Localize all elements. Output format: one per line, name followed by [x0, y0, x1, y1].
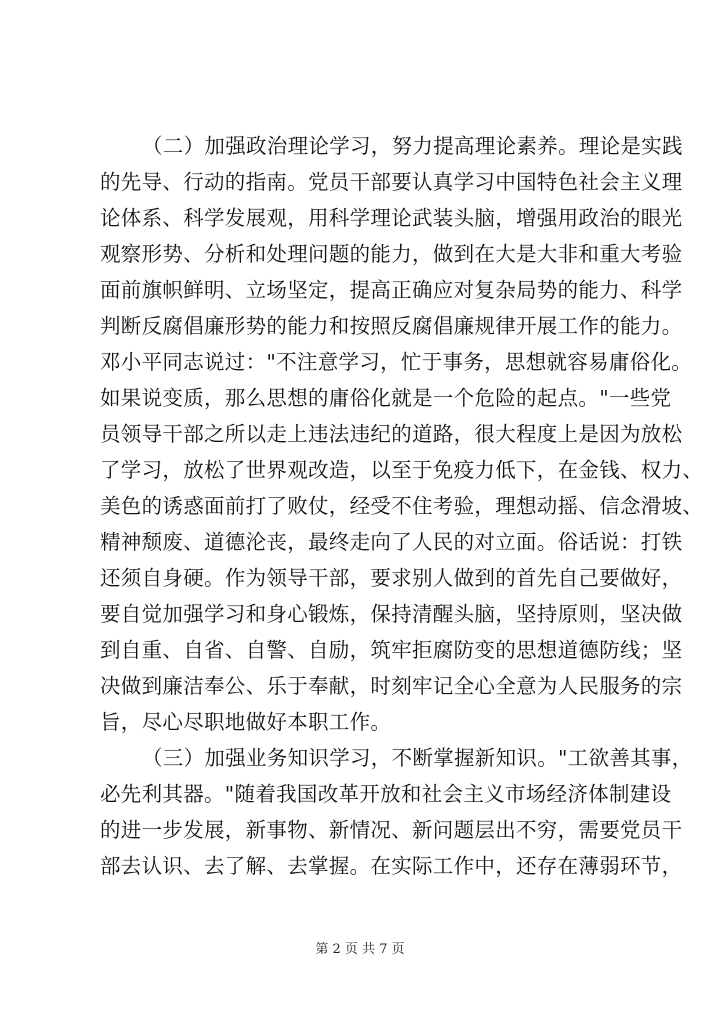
text-line: 了学习，放松了世界观改造，以至于免疫力低下，在金钱、权力、: [100, 458, 704, 482]
body-text: [100, 128, 704, 884]
text-line: 决做到廉洁奉公、乐于奉献，时刻牢记全心全意为人民服务的宗: [100, 674, 683, 698]
text-line: 员领导干部之所以走上违法违纪的道路，很大程度上是因为放松: [100, 422, 683, 446]
page-number-footer: 第 2 页 共 7 页: [315, 942, 405, 957]
text-line: （三）加强业务知识学习，不断掌握新知识。"工欲善其事，: [142, 746, 693, 770]
text-line: （二）加强政治理论学习，努力提高理论素养。理论是实践: [142, 134, 683, 158]
text-line: 的进一步发展，新事物、新情况、新问题层出不穷，需要党员干: [100, 818, 683, 842]
text-line: 判断反腐倡廉形势的能力和按照反腐倡廉规律开展工作的能力。: [100, 314, 683, 338]
text-line: 还须自身硬。作为领导干部，要求别人做到的首先自己要做好，: [100, 566, 683, 590]
text-line: 要自觉加强学习和身心锻炼，保持清醒头脑，坚持原则，坚决做: [100, 602, 683, 626]
text-line: 观察形势、分析和处理问题的能力，做到在大是大非和重大考验: [100, 242, 683, 266]
text-line: 的先导、行动的指南。党员干部要认真学习中国特色社会主义理: [100, 170, 683, 194]
text-line: 如果说变质，那么思想的庸俗化就是一个危险的起点。"一些党: [100, 386, 672, 410]
text-line: 旨，尽心尽职地做好本职工作。: [100, 710, 392, 734]
text-line: 美色的诱惑面前打了败仗，经受不住考验，理想动摇、信念滑坡、: [100, 494, 704, 518]
text-line: 到自重、自省、自警、自励，筑牢拒腐防变的思想道德防线；坚: [100, 638, 683, 662]
text-line: 部去认识、去了解、去掌握。在实际工作中，还存在薄弱环节，: [100, 854, 683, 878]
text-line: 精神颓废、道德沦丧，最终走向了人民的对立面。俗话说：打铁: [100, 530, 683, 554]
text-line: 面前旗帜鲜明、立场坚定，提高正确应对复杂局势的能力、科学: [100, 278, 683, 302]
text-line: 邓小平同志说过："不注意学习，忙于事务，思想就容易庸俗化。: [100, 350, 693, 374]
text-line: 论体系、科学发展观，用科学理论武装头脑，增强用政治的眼光: [100, 206, 683, 230]
text-line: 必先利其器。"随着我国改革开放和社会主义市场经济体制建设: [100, 782, 672, 806]
